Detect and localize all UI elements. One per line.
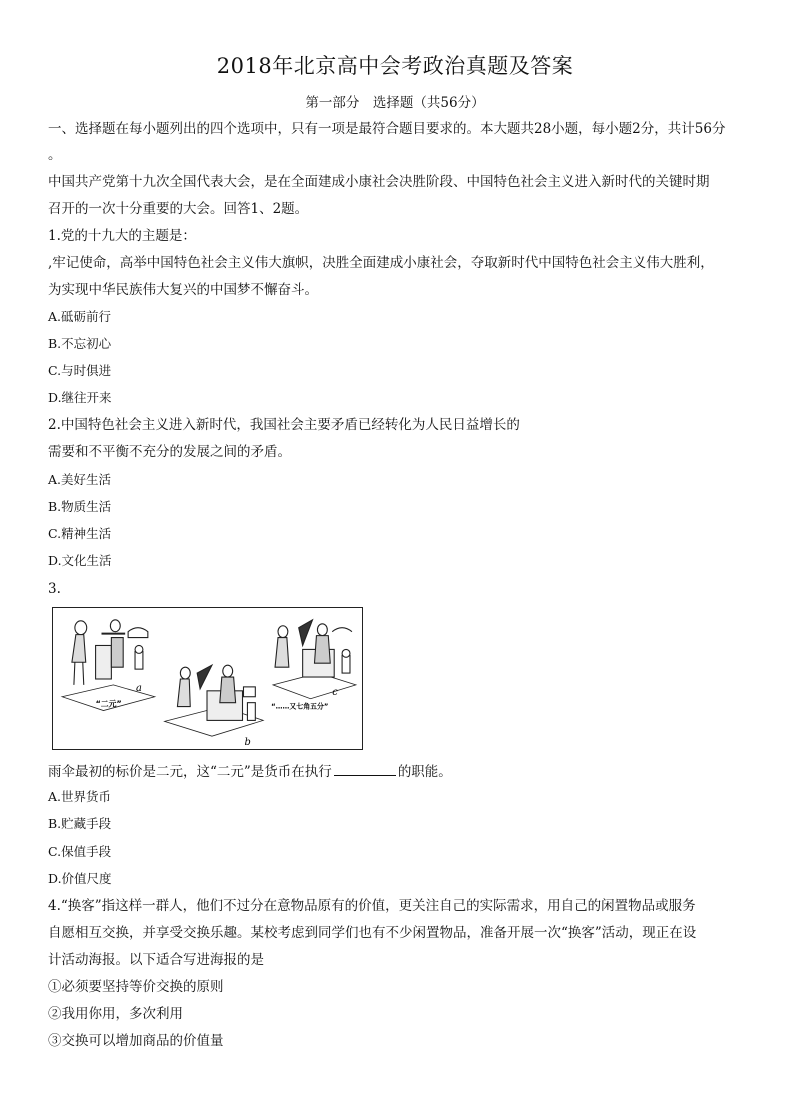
price-label-c: “……又七角五分” xyxy=(271,702,329,711)
q1-option-b: B.不忘初心 xyxy=(48,336,112,351)
q3-number: 3. xyxy=(48,581,61,597)
label-b: b xyxy=(244,737,251,749)
q1-stem-line-3: 为实现中华民族伟大复兴的中国梦不懈奋斗。 xyxy=(48,282,318,298)
q4-stem-line-1: 4.“换客”指这样一群人，他们不过分在意物品原有的价值，更关注自己的实际需求，用自己的闲置物品或服务 xyxy=(48,898,696,914)
q1-option-c: C.与时俱进 xyxy=(48,363,112,378)
q2-option-d: D.文化生活 xyxy=(48,553,112,568)
q4-item-1: ①必须要坚持等价交换的原则 xyxy=(48,979,224,995)
q4-stem-line-3: 计活动海报。以下适合写进海报的是 xyxy=(48,952,264,968)
scene-a-figures xyxy=(62,620,155,711)
q4-item-2: ②我用你用，多次利用 xyxy=(48,1006,183,1022)
q2-option-a: A.美好生活 xyxy=(48,472,112,487)
passage-line-1: 中国共产党第十九次全国代表大会，是在全面建成小康社会决胜阶段、中国特色社会主义进入新时代的关键时期 xyxy=(48,174,710,190)
scene-b-figures xyxy=(165,665,264,736)
q1-option-a: A.砥砺前行 xyxy=(48,309,112,324)
answer-blank xyxy=(334,761,396,776)
q3-stem xyxy=(48,761,452,781)
page-title: 2018年北京高中会考政治真题及答案 xyxy=(216,54,574,78)
q2-option-b: B.物质生活 xyxy=(48,499,112,514)
q3-stem-before: 雨伞最初的标价是二元，这“二元”是货币在执行 xyxy=(48,764,332,780)
label-a: a xyxy=(136,682,142,694)
cartoon-figure xyxy=(52,607,363,750)
label-c: c xyxy=(332,686,338,698)
passage-line-2: 召开的一次十分重要的大会。回答1、2题。 xyxy=(48,201,309,217)
instructions-line-2: 。 xyxy=(48,147,62,163)
q1-stem-line-2: ,牢记使命，高举中国特色社会主义伟大旗帜，决胜全面建成小康社会，夺取新时代中国特色社会主义伟大胜利， xyxy=(48,255,714,271)
scene-c-figures xyxy=(273,620,356,699)
q1-stem-line-1: 1.党的十九大的主题是： xyxy=(48,228,196,244)
q2-option-c: C.精神生活 xyxy=(48,526,112,541)
q4-stem-line-2: 自愿相互交换，并享受交换乐趣。某校考虑到同学们也有不少闲置物品，准备开展一次“换客”活动，现正在设 xyxy=(48,925,697,941)
q4-item-3: ③交换可以增加商品的价值量 xyxy=(48,1033,224,1049)
q1-option-d: D.继往开来 xyxy=(48,390,112,405)
q3-stem-after: 的职能。 xyxy=(397,764,452,780)
q2-stem-line-1: 2.中国特色社会主义进入新时代，我国社会主要矛盾已经转化为人民日益增长的 xyxy=(48,417,520,433)
q3-option-c: C.保值手段 xyxy=(48,844,112,859)
q2-stem-line-2: 需要和不平衡不充分的发展之间的矛盾。 xyxy=(48,444,291,460)
instructions-line-1: 一、选择题在每小题列出的四个选项中，只有一项是最符合题目要求的。本大题共28小题，每小题2分，共计56分 xyxy=(48,121,726,137)
q3-option-d: D.价值尺度 xyxy=(48,871,112,886)
price-label-a: “二元” xyxy=(95,699,122,709)
q3-option-a: A.世界货币 xyxy=(48,789,112,804)
section-heading: 第一部分 选择题（共56分） xyxy=(305,95,485,111)
q3-option-b: B.贮藏手段 xyxy=(48,816,112,831)
cartoon-illustration xyxy=(53,608,362,749)
